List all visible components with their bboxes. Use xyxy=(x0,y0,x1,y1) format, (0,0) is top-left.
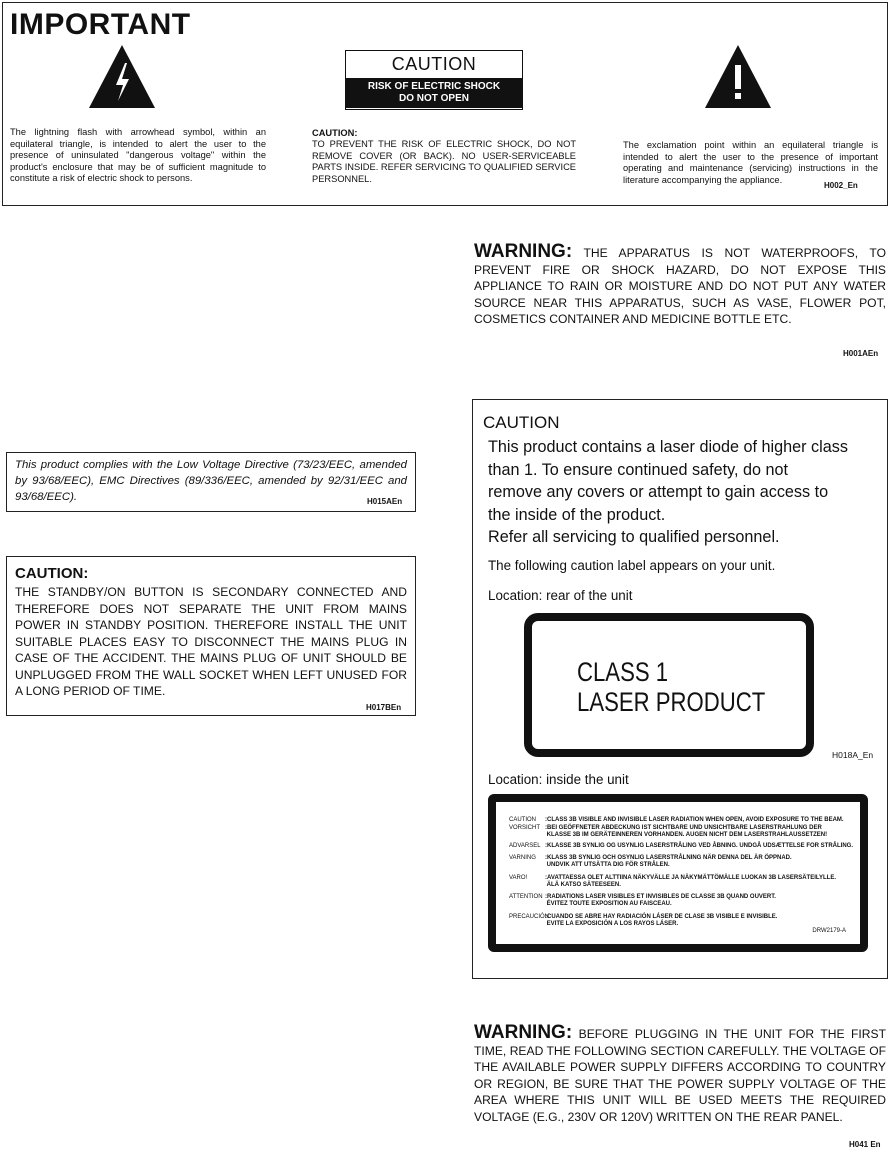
warning-lead: WARNING: xyxy=(474,241,573,262)
laser-body-line: than 1. To ensure continued safety, do not xyxy=(488,460,788,479)
multi-row-label: VARO! xyxy=(509,875,528,881)
multi-row xyxy=(509,901,672,908)
multi-row-line: :RADIATIONS LASER VISIBLES ET INVISIBLES DE CLASSE 3B QUAND OUVERT. xyxy=(545,894,776,900)
multi-row-line: :CUANDO SE ABRE HAY RADIACIÓN LÁSER DE CLASE 3B VISIBLE E INVISIBLE. xyxy=(545,914,778,920)
important-title: IMPORTANT xyxy=(10,8,191,41)
important-code: H002_En xyxy=(824,181,858,190)
multi-row-label: VARNING xyxy=(509,855,536,861)
location-inside: Location: inside the unit xyxy=(488,772,629,787)
caution-label-title: CAUTION xyxy=(391,54,477,74)
multi-row xyxy=(509,825,822,832)
multi-row xyxy=(509,855,792,862)
directive-code: H015AEn xyxy=(367,497,403,506)
directive-box xyxy=(6,452,416,512)
multi-row xyxy=(509,914,777,921)
lightning-description: The lightning flash with arrowhead symbol, within an equilateral triangle, is intended to alert the user to the presence of uninsulated "dangerous voltage" within the product's enclosure that may be of sufficient magnitude to constitute a risk of electric shock to persons. xyxy=(10,127,266,184)
laser-body-line: the inside of the product. xyxy=(488,505,666,524)
multi-row xyxy=(509,882,621,889)
caution-text: TO PREVENT THE RISK OF ELECTRIC SHOCK, DO NOT REMOVE COVER (OR BACK). NO USER-SERVICEABLE PARTS INSIDE. REFER SERVICING TO QUALIFIED SERVICE PERSONNEL. xyxy=(312,139,576,184)
multi-row-label: ADVARSEL xyxy=(509,843,541,849)
laser-heading: CAUTION xyxy=(483,413,560,432)
multi-row xyxy=(509,817,844,824)
multi-row-line: ÄLÄ KATSO SÄTEESEEN. xyxy=(545,882,621,888)
standby-text: THE STANDBY/ON BUTTON IS SECONDARY CONNECTED AND THEREFORE DOES NOT SEPARATE THE UNIT FROM MAINS POWER IN STANDBY POSITION. THEREFORE INSTALL THE UNIT SUITABLE PLACES EASY TO DISCONNECT THE MAINS PLUG IN CASE OF THE ACCIDENT. THE MAINS PLUG OF UNIT SHOULD BE UNPLUGGED FROM THE WALL SOCKET WHEN LEFT UNUSED FOR A LONG PERIOD OF TIME. xyxy=(15,585,407,698)
class1-label-text xyxy=(577,657,765,717)
multi-row-label: VORSICHT xyxy=(509,825,541,831)
location-rear: Location: rear of the unit xyxy=(488,588,633,603)
multi-row-line: ÉVITEZ TOUTE EXPOSITION AU FAISCEAU. xyxy=(545,901,672,907)
laser-body xyxy=(488,436,883,549)
laser-body-line: This product contains a laser diode of higher class xyxy=(488,438,848,456)
label-line-1: RISK OF ELECTRIC SHOCK xyxy=(367,81,501,92)
multi-row xyxy=(509,832,827,839)
warning-text: THE APPARATUS IS NOT WATERPROOFS, TO PREVENT FIRE OR SHOCK HAZARD, DO NOT EXPOSE THIS APPLIANCE TO RAIN OR MOISTURE AND DO NOT PUT ANY WATER SOURCE NEAR THIS APPARATUS, SUCH AS VASE, FLOWER POT, COSMETICS CONTAINER AND MEDICINE BOTTLE ETC. xyxy=(474,246,886,326)
lightning-warning-icon xyxy=(88,45,156,109)
directive-text: This product complies with the Low Voltage Directive (73/23/EEC, amended by 93/68/EEC), EMC Directives (89/336/EEC, amended by 92/31/EEC and 93/68/EEC). xyxy=(15,459,407,503)
multi-row xyxy=(509,843,853,850)
warning2-code: H041 En xyxy=(849,1140,881,1149)
laser-body-line: Refer all servicing to qualified personnel. xyxy=(488,528,780,546)
multi-row xyxy=(509,875,836,882)
warning-power-supply xyxy=(474,1022,886,1125)
caution-label-subtitle xyxy=(346,78,522,108)
class1-line: LASER PRODUCT xyxy=(577,687,766,717)
warning-waterproof xyxy=(474,241,886,328)
multi-row-line: EVITE LA EXPOSICIÓN A LOS RAYOS LÁSER. xyxy=(545,921,679,927)
multi-row-line: UNDVIK ATT UTSÄTTA DIG FÖR STRÅLEN. xyxy=(545,862,670,868)
caution-heading: CAUTION: xyxy=(312,128,358,138)
exclamation-warning-icon xyxy=(704,45,772,109)
label-line-2: DO NOT OPEN xyxy=(398,93,469,104)
class1-laser-label xyxy=(524,613,814,757)
multi-row-line: :CLASS 3B VISIBLE AND INVISIBLE LASER RADIATION WHEN OPEN, AVOID EXPOSURE TO THE BEAM. xyxy=(545,817,844,823)
multilingual-warning-label xyxy=(488,794,868,952)
multi-row xyxy=(509,921,678,928)
standby-heading: CAUTION: xyxy=(15,565,89,582)
multi-label-code: DRW2179-A xyxy=(812,928,846,934)
warning-text: BEFORE PLUGGING IN THE UNIT FOR THE FIRST TIME, READ THE FOLLOWING SECTION CAREFULLY. THE VOLTAGE OF THE AVAILABLE POWER SUPPLY DIFFERS ACCORDING TO COUNTRY OR REGION, BE SURE THAT THE POWER SUPPLY VOLTAGE OF THE AREA WHERE THIS UNIT WILL BE USED MEETS THE REQUIRED VOLTAGE (E.G., 230V OR 120V) WRITTEN ON THE REAR PANEL. xyxy=(474,1027,886,1124)
multi-row-line: :AVATTAESSA OLET ALTTIINA NÄKYVÄLLE JA NÄKYMÄTTÖMÄLLE LUOKAN 3B LASERSÄTEILYLLE. xyxy=(545,875,836,881)
multi-row xyxy=(509,862,670,869)
warning-lead: WARNING: xyxy=(474,1022,573,1043)
label-note: The following caution label appears on your unit. xyxy=(488,558,776,573)
exclamation-description: The exclamation point within an equilateral triangle is intended to alert the user to the presence of important operating and maintenance (servicing) instructions in the literature accompanying the appliance. xyxy=(623,140,878,185)
multi-row-line: :BEI GEÖFFNETER ABDECKUNG IST SICHTBARE UND UNSICHTBARE LASERSTRAHLUNG DER xyxy=(545,825,822,831)
laser-code: H018A_En xyxy=(832,750,874,760)
warning1-code: H001AEn xyxy=(843,349,879,358)
multi-row-label: CAUTION xyxy=(509,817,536,823)
class1-line: CLASS 1 xyxy=(577,657,669,687)
caution-shock-label xyxy=(345,50,523,110)
multi-row xyxy=(509,894,776,901)
standby-code: H017BEn xyxy=(366,703,402,712)
multi-row-line: :KLASSE 3B SYNLIG OG USYNLIG LASERSTRÅLING VED ÅBNING. UNDGÅ UDSÆTTELSE FOR STRÅLING. xyxy=(545,843,854,849)
multi-row-label: PRECAUCIÓN xyxy=(509,914,550,920)
multi-row-line: :KLASS 3B SYNLIG OCH OSYNLIG LASERSTRÅLNING NÄR DENNA DEL ÄR ÖPPNAD. xyxy=(545,855,792,861)
caution-center-block xyxy=(312,128,576,185)
laser-body-line: remove any covers or attempt to gain access to xyxy=(488,483,829,501)
multi-row-line: KLASSE 3B IM GERÄTEINNEREN VORHANDEN. AUGEN NICHT DEM LASERSTRAHLAUSSETZEN! xyxy=(545,832,828,838)
standby-caution-box xyxy=(6,556,416,716)
multi-row-label: ATTENTION xyxy=(509,894,543,900)
